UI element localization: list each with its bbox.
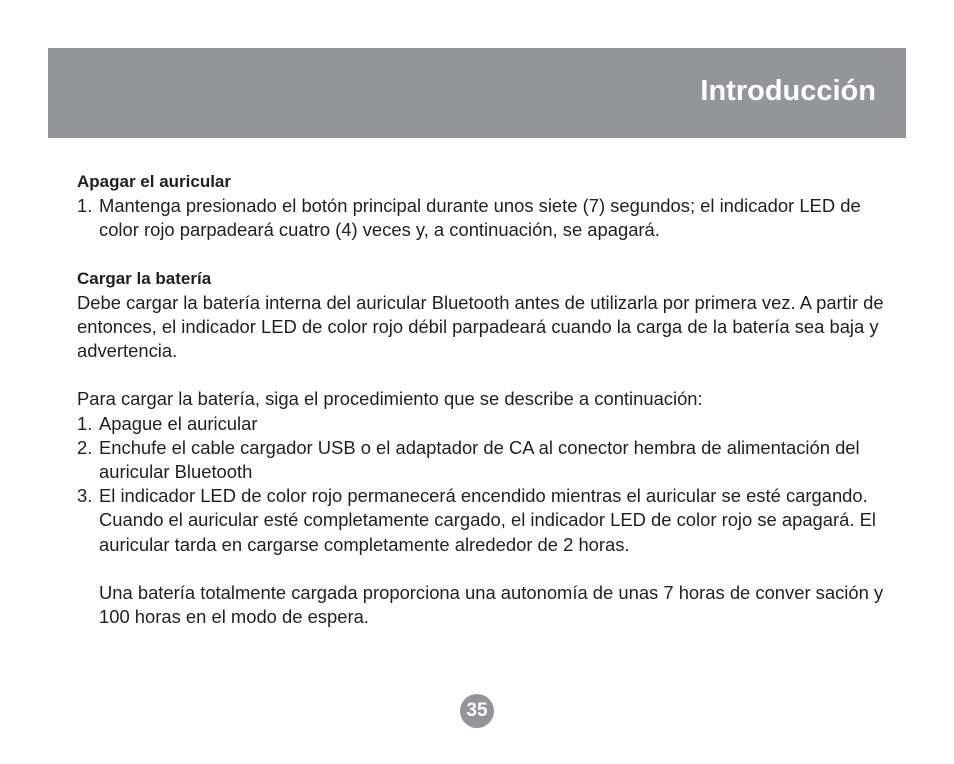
paragraph-procedure-intro: Para cargar la batería, siga el procedimiento que se describe a continuación: [77, 388, 703, 410]
main-content [77, 170, 887, 629]
spacer [77, 363, 887, 387]
list-item-text: Mantenga presionado el botón principal durante unos siete (7) segundos; el indicador LED de color rojo parpadeará cuatro (4) veces y, a continuación, se apagará. [99, 195, 861, 241]
list-item-number: 3. [77, 485, 93, 507]
list-item-text: El indicador LED de color rojo permanecerá encendido mientras el auricular se esté cargando. Cuando el auricular esté completamente cargado, el indicador LED de color rojo se apagará. El auricular tarda en cargarse completamente alrededor de 2 horas. [99, 485, 876, 555]
spacer [77, 557, 887, 581]
paragraph-charge-intro: Debe cargar la batería interna del auricular Bluetooth antes de utilizarla por primera vez. A partir de entonces, el indicador LED de color rojo débil parpadeará cuando la carga de la batería sea baja y advertencia. [77, 291, 884, 362]
section-heading-power-off: Apagar el auricular [77, 172, 232, 191]
spacer [77, 243, 887, 267]
page-number-badge: 35 [460, 694, 494, 728]
list-item [77, 436, 887, 484]
paragraph-battery-note: Una batería totalmente cargada proporciona una autonomía de unas 7 horas de conver sación y 100 horas en el modo de espera. [99, 581, 884, 628]
header-band [48, 48, 906, 138]
list-item-number: 2. [77, 436, 93, 458]
list-item-text: Enchufe el cable cargador USB o el adaptador de CA al conector hembra de alimentación del auricular Bluetooth [99, 436, 860, 483]
page-title: Introducción [700, 75, 876, 107]
list-item [77, 194, 887, 242]
list-item-text: Apague el auricular [99, 412, 258, 434]
list-item-number: 1. [77, 412, 93, 434]
section-heading-charge: Cargar la batería [77, 268, 212, 288]
list-item [77, 412, 887, 436]
list-item [77, 484, 887, 557]
list-item-number: 1. [77, 195, 93, 217]
